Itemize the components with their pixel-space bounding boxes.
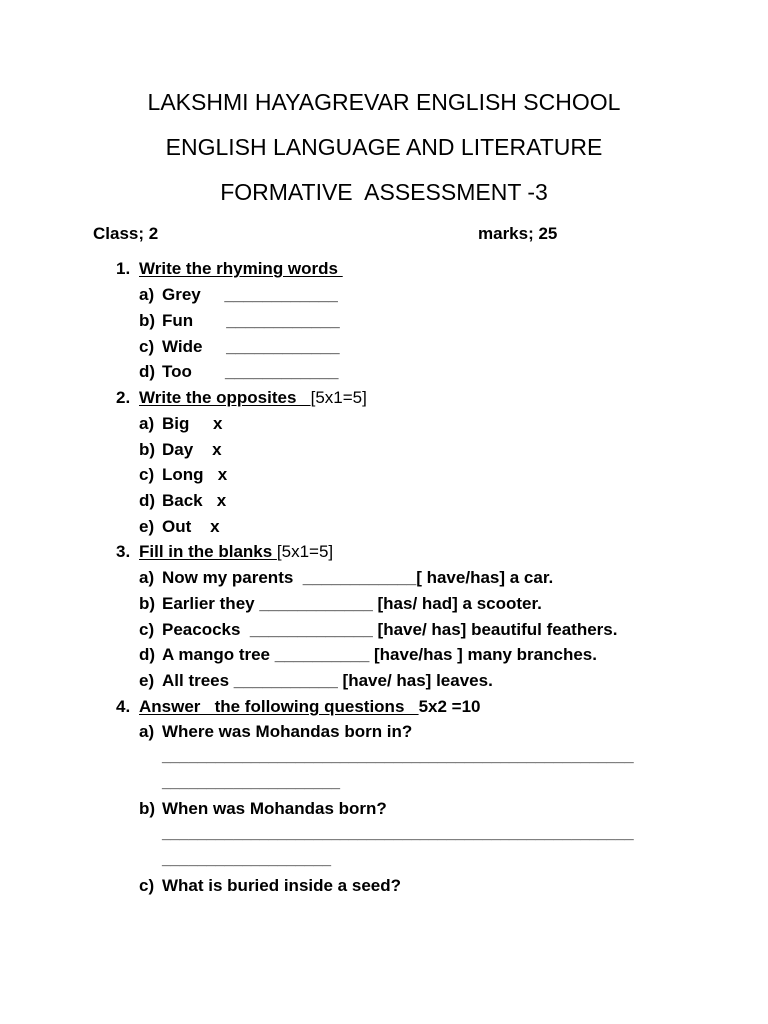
q4-item-letter: b) <box>139 799 156 818</box>
q2-item-text: Big x <box>162 414 223 433</box>
q3-item-letter: b) <box>139 594 156 613</box>
q4-number: 4. <box>116 697 131 716</box>
q4-heading <box>139 697 481 717</box>
q3-item-letter: d) <box>139 645 156 664</box>
q4-marks: 5x2 =10 <box>418 697 481 716</box>
school-name: LAKSHMI HAYAGREVAR ENGLISH SCHOOL <box>147 89 621 115</box>
q3-item-text: Peacocks _____________ [have/ has] beautiful feathers. <box>162 620 618 639</box>
answer-line: ___________________ <box>162 851 332 868</box>
q1-title: Write the rhyming words <box>139 259 343 278</box>
q1-item-text: Fun ____________ <box>162 311 340 330</box>
q4-item-text: What is buried inside a seed? <box>162 876 401 895</box>
answer-line: ____________________ <box>162 774 340 791</box>
marks-label: marks; 25 <box>478 224 558 243</box>
answer-line: _____________________________________________________ <box>162 748 634 765</box>
q3-marks: [5x1=5] <box>276 542 334 561</box>
q1-item-text: Wide ____________ <box>162 337 340 356</box>
q3-item-letter: e) <box>139 671 155 690</box>
q3-item-text: All trees ___________ [have/ has] leaves. <box>162 671 493 690</box>
class-label: Class; 2 <box>93 224 159 243</box>
q1-item-letter: a) <box>139 285 155 304</box>
exam-title: FORMATIVE ASSESSMENT -3 <box>220 179 548 205</box>
q4-item-letter: c) <box>139 876 155 895</box>
q4-title: Answer the following questions <box>139 697 419 716</box>
q1-item-letter: b) <box>139 311 156 330</box>
q1-item-text: Too ____________ <box>162 362 339 381</box>
q2-item-text: Out x <box>162 517 220 536</box>
q2-item-text: Long x <box>162 465 228 484</box>
q2-marks: [5x1=5] <box>310 388 367 407</box>
q2-heading <box>139 388 367 408</box>
q2-item-letter: e) <box>139 517 155 536</box>
q2-number: 2. <box>116 388 131 407</box>
q2-item-letter: a) <box>139 414 155 433</box>
q2-item-text: Back x <box>162 491 227 510</box>
q1-item-text: Grey ____________ <box>162 285 338 304</box>
q4-item-text: Where was Mohandas born in? <box>162 722 413 741</box>
q2-item-text: Day x <box>162 440 222 459</box>
q3-item-letter: a) <box>139 568 155 587</box>
q3-item-text: Now my parents ____________[ have/has] a car. <box>162 568 554 587</box>
q4-item-text: When was Mohandas born? <box>162 799 387 818</box>
q3-number: 3. <box>116 542 131 561</box>
q1-item-letter: d) <box>139 362 156 381</box>
q3-heading <box>139 542 333 562</box>
q2-item-letter: c) <box>139 465 155 484</box>
subject-title: ENGLISH LANGUAGE AND LITERATURE <box>165 134 603 160</box>
q2-item-letter: d) <box>139 491 156 510</box>
q3-item-letter: c) <box>139 620 155 639</box>
q2-title: Write the opposites <box>139 388 311 407</box>
q1-item-letter: c) <box>139 337 155 356</box>
q3-item-text: Earlier they ____________ [has/ had] a scooter. <box>162 594 542 613</box>
q2-item-letter: b) <box>139 440 156 459</box>
q4-item-letter: a) <box>139 722 155 741</box>
q1-number: 1. <box>116 259 131 278</box>
answer-line: _____________________________________________________ <box>162 825 634 842</box>
q3-item-text: A mango tree __________ [have/has ] many branches. <box>162 645 597 664</box>
q3-title: Fill in the blanks <box>139 542 277 561</box>
